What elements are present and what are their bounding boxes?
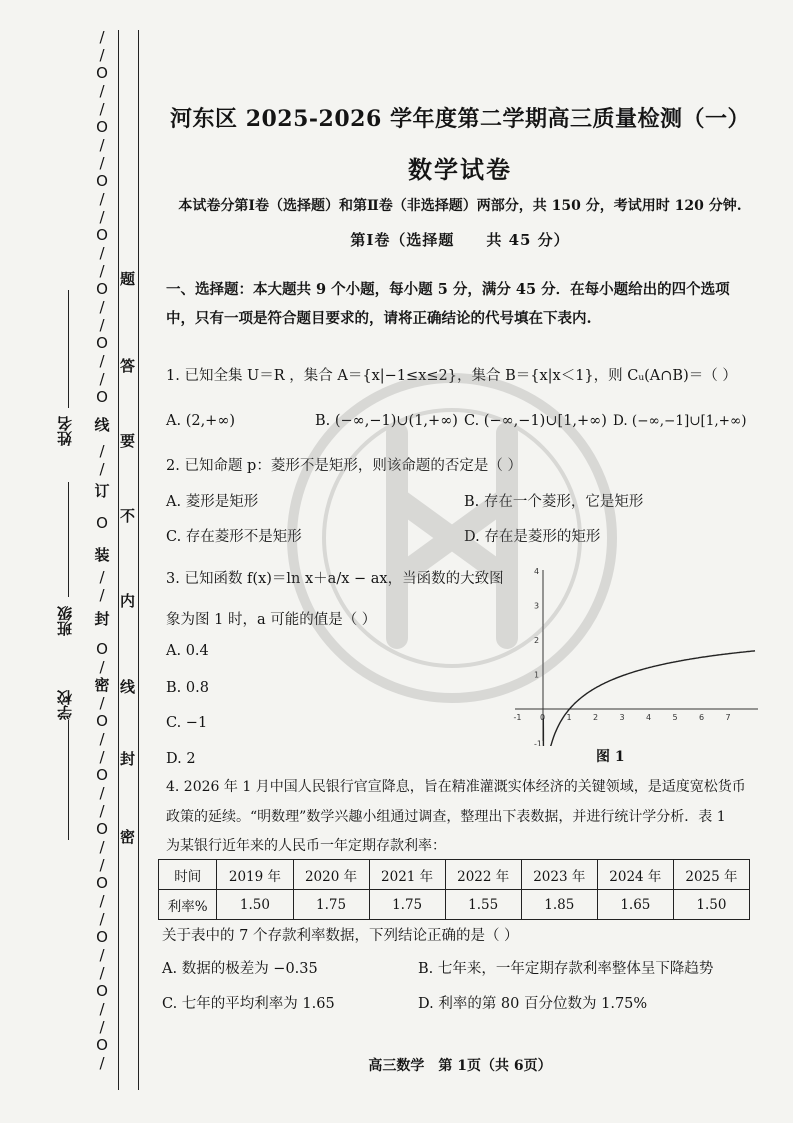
seal-char: 答 <box>120 357 136 375</box>
seal-mark: O <box>96 334 108 352</box>
question-1-option-c[interactable]: C. (−∞,−1)∪[1,+∞) <box>464 413 607 429</box>
question-2-option-d[interactable]: D. 存在是菱形的矩形 <box>464 529 601 545</box>
table-cell: 1.55 <box>445 890 521 920</box>
question-2-option-c[interactable]: C. 存在菱形不是矩形 <box>166 529 302 545</box>
table-header-row <box>159 860 750 890</box>
table-cell: 2022 年 <box>445 860 521 890</box>
seal-mark: / <box>99 694 105 712</box>
x-tick-label: 3 <box>619 713 625 722</box>
seal-char: 内 <box>120 592 136 610</box>
seal-mark: O <box>96 64 108 82</box>
seal-mark: / <box>99 784 105 802</box>
binding-char: 封 <box>94 610 110 628</box>
function-graph-figure <box>510 566 760 746</box>
figure-caption: 图 1 <box>596 749 625 765</box>
question-2-stem: 2. 已知命题 p：菱形不是矩形，则该命题的否定是（ ） <box>166 458 522 474</box>
page-footer: 高三数学 第 1页（共 6页） <box>368 1058 552 1074</box>
seal-mark: / <box>99 442 105 460</box>
seal-mark: / <box>99 838 105 856</box>
table-cell: 1.50 <box>673 890 749 920</box>
seal-mark: / <box>99 910 105 928</box>
table-cell: 2021 年 <box>369 860 445 890</box>
seal-mark: / <box>99 568 105 586</box>
name-blank[interactable] <box>68 290 69 408</box>
seal-char: 密 <box>120 828 136 846</box>
seal-mark: / <box>99 28 105 46</box>
table-cell: 时间 <box>159 860 217 890</box>
question-3-stem: 象为图 1 时，a 可能的值是（ ） <box>166 612 377 628</box>
class-label: 班级 <box>56 606 74 636</box>
question-4-stem: 政策的延续。“明数理”数学兴趣小组通过调查，整理出下表数据，并进行统计学分析．表 1 <box>166 809 726 825</box>
seal-mark: / <box>99 748 105 766</box>
question-4-option-a[interactable]: A. 数据的极差为 −0.35 <box>162 961 318 977</box>
exam-intro: 本试卷分第Ⅰ卷（选择题）和第Ⅱ卷（非选择题）两部分，共 150 分，考试用时 120 分钟. <box>178 198 742 214</box>
x-tick-label: -1 <box>513 713 522 722</box>
seal-mark: / <box>99 82 105 100</box>
seal-mark: / <box>99 298 105 316</box>
question-4-prompt: 关于表中的 7 个存款利率数据，下列结论正确的是（ ） <box>162 928 519 944</box>
seal-char: 题 <box>120 270 136 288</box>
question-4-option-c[interactable]: C. 七年的平均利率为 1.65 <box>162 996 335 1012</box>
seal-mark: / <box>99 460 105 478</box>
seal-mark: / <box>99 316 105 334</box>
seal-mark: / <box>99 856 105 874</box>
question-3-option-b[interactable]: B. 0.8 <box>166 680 209 696</box>
school-label: 学校 <box>56 690 74 720</box>
x-tick-label: 7 <box>725 713 731 722</box>
x-tick-label: 4 <box>646 713 652 722</box>
table-cell: 1.65 <box>597 890 673 920</box>
question-1-option-a[interactable]: A. (2,+∞) <box>166 413 236 429</box>
table-cell: 1.75 <box>293 890 369 920</box>
seal-char: 不 <box>120 507 136 525</box>
question-2-option-b[interactable]: B. 存在一个菱形，它是矩形 <box>464 494 644 510</box>
binding-line-inner <box>138 30 139 1090</box>
table-cell: 1.50 <box>217 890 293 920</box>
seal-mark: / <box>99 586 105 604</box>
seal-mark: O <box>96 874 108 892</box>
seal-mark: O <box>96 514 108 532</box>
seal-char: 线 <box>120 678 136 696</box>
table-cell: 1.85 <box>521 890 597 920</box>
seal-mark: / <box>99 658 105 676</box>
seal-mark: / <box>99 802 105 820</box>
school-blank[interactable] <box>68 720 69 840</box>
seal-mark: O <box>96 640 108 658</box>
seal-mark: O <box>96 388 108 406</box>
table-cell: 利率% <box>159 890 217 920</box>
seal-mark: O <box>96 712 108 730</box>
seal-mark: / <box>99 1054 105 1072</box>
binding-char: 线 <box>94 416 110 434</box>
table-cell: 2023 年 <box>521 860 597 890</box>
seal-dash-column <box>92 30 112 1090</box>
x-tick-label: 5 <box>672 713 678 722</box>
table-cell: 2024 年 <box>597 860 673 890</box>
seal-mark: / <box>99 964 105 982</box>
seal-mark: / <box>99 262 105 280</box>
question-1-stem: 1. 已知全集 U＝R ，集合 A＝{x|−1≤x≤2}，集合 B＝{x|x＜1}，则 Cᵤ(A∩B)＝（ ） <box>166 368 737 384</box>
table-cell: 2025 年 <box>673 860 749 890</box>
seal-mark: / <box>99 190 105 208</box>
table-cell: 2019 年 <box>217 860 293 890</box>
seal-mark: / <box>99 370 105 388</box>
table-row <box>159 890 750 920</box>
binding-char: 装 <box>94 546 110 564</box>
table-cell: 1.75 <box>369 890 445 920</box>
seal-mark: / <box>99 244 105 262</box>
seal-mark: O <box>96 820 108 838</box>
seal-mark: O <box>96 226 108 244</box>
seal-mark: / <box>99 46 105 64</box>
y-tick-label: -1 <box>534 739 542 746</box>
question-3-option-c[interactable]: C. −1 <box>166 715 208 731</box>
y-tick-label: 4 <box>534 567 540 576</box>
seal-mark: O <box>96 118 108 136</box>
y-tick-label: 3 <box>534 601 540 611</box>
seal-mark: O <box>96 1036 108 1054</box>
question-3-option-a[interactable]: A. 0.4 <box>166 643 209 659</box>
seal-mark: / <box>99 154 105 172</box>
seal-char: 要 <box>120 432 136 450</box>
seal-mark: / <box>99 892 105 910</box>
exam-subtitle: 数学试卷 <box>408 155 512 184</box>
x-tick-label: 1 <box>566 713 572 722</box>
name-label: 姓名 <box>56 416 74 446</box>
binding-char: 订 <box>94 482 110 500</box>
seal-mark: O <box>96 766 108 784</box>
question-1-option-b[interactable]: B. (−∞,−1)∪(1,+∞) <box>315 413 458 429</box>
seal-mark: / <box>99 100 105 118</box>
seal-mark: / <box>99 1018 105 1036</box>
question-4-option-b[interactable]: B. 七年来，一年定期存款利率整体呈下降趋势 <box>418 961 714 977</box>
table-cell: 2020 年 <box>293 860 369 890</box>
question-3-option-d[interactable]: D. 2 <box>166 751 196 767</box>
x-tick-label: 6 <box>699 713 705 722</box>
seal-char: 封 <box>120 750 136 768</box>
seal-mark: O <box>96 982 108 1000</box>
question-4-stem: 4. 2026 年 1 月中国人民银行官宣降息，旨在精准灌溉实体经济的关键领域，是适度宽松货币 <box>166 779 746 795</box>
seal-mark: / <box>99 946 105 964</box>
seal-mark: O <box>96 172 108 190</box>
class-blank[interactable] <box>68 482 69 597</box>
seal-mark: / <box>99 136 105 154</box>
seal-mark: / <box>99 730 105 748</box>
function-curve <box>543 651 755 746</box>
question-4-stem: 为某银行近年来的人民币一年定期存款利率： <box>166 838 446 854</box>
question-1-option-d[interactable]: D. (−∞,−1]∪[1,+∞) <box>613 413 747 429</box>
seal-mark: / <box>99 352 105 370</box>
section-line: 中，只有一项是符合题目要求的，请将正确结论的代号填在下表内. <box>166 310 592 327</box>
binding-line-outer <box>118 30 119 1090</box>
section-instructions <box>166 275 766 333</box>
x-tick-label: 2 <box>593 713 599 722</box>
question-4-option-d[interactable]: D. 利率的第 80 百分位数为 1.75% <box>418 996 648 1012</box>
y-tick-label: 2 <box>534 636 540 645</box>
interest-rate-table <box>158 859 750 920</box>
seal-mark: O <box>96 928 108 946</box>
question-3-stem: 3. 已知函数 f(x)＝ln x＋a/x − ax，当函数的大致图 <box>166 571 504 587</box>
x-tick-label: 0 <box>540 713 546 722</box>
seal-mark: / <box>99 208 105 226</box>
seal-mark: / <box>99 1000 105 1018</box>
seal-mark: O <box>96 280 108 298</box>
binding-char: 密 <box>94 676 110 694</box>
question-2-option-a[interactable]: A. 菱形是矩形 <box>166 494 259 510</box>
y-tick-label: 1 <box>534 670 540 680</box>
exam-title: 河东区 2025-2026 学年度第二学期高三质量检测（一） <box>170 106 750 132</box>
section-line: 一、选择题：本大题共 9 个小题，每小题 5 分，满分 45 分．在每小题给出的四个选项 <box>166 281 730 298</box>
part-heading: 第Ⅰ卷（选择题 共 45 分） <box>350 231 570 249</box>
